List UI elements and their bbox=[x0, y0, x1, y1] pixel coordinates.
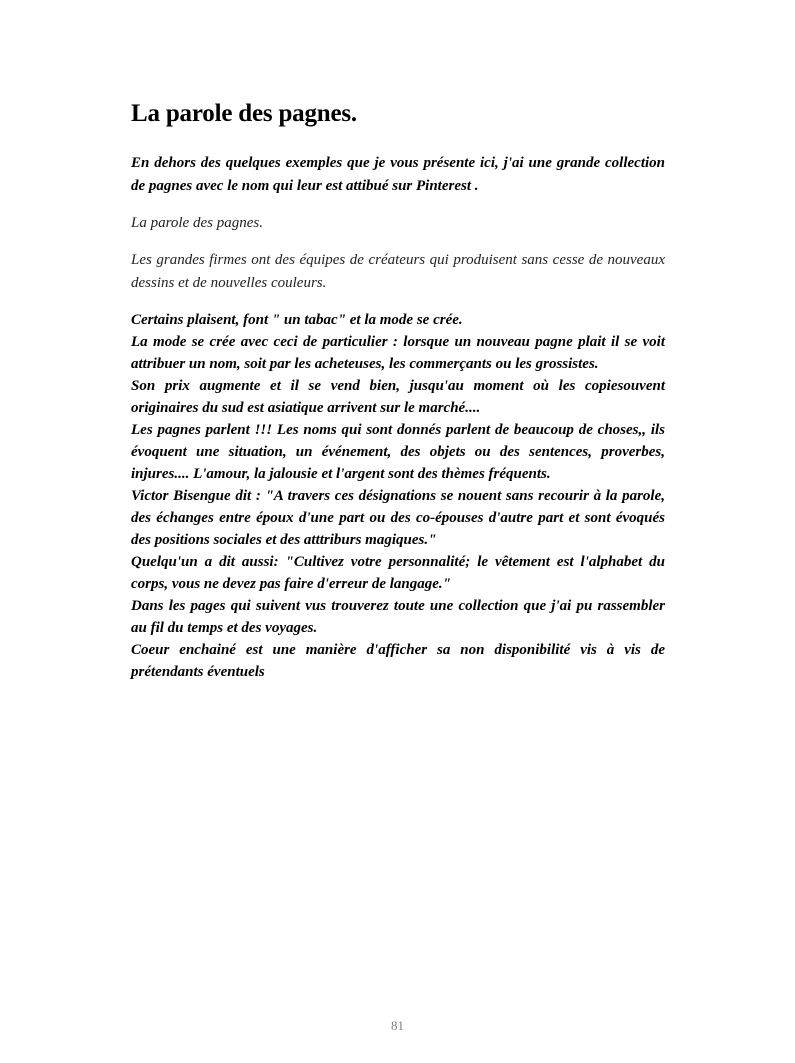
body-paragraph: Les pagnes parlent !!! Les noms qui sont donnés parlent de beaucoup de choses,, ils évoquent une situation, un événement, des objets ou des sentences, proverbes, injures.... L'amour, la jalousie et l'argent sont des thèmes fréquents. bbox=[131, 422, 665, 482]
body-paragraph: Quelqu'un a dit aussi: "Cultivez votre personnalité; le vêtement est l'alphabet du corps, vous ne devez pas faire d'erreur de langage." bbox=[131, 554, 665, 592]
light-paragraph: Les grandes firmes ont des équipes de créateurs qui produisent sans cesse de nouveaux dessins et de nouvelles couleurs. bbox=[131, 252, 665, 291]
page-title: La parole des pagnes. bbox=[131, 100, 357, 127]
section-subtitle: La parole des pagnes. bbox=[131, 215, 263, 231]
document-page bbox=[131, 98, 665, 683]
body-paragraph: Certains plaisent, font " un tabac" et la mode se crée. bbox=[131, 312, 463, 328]
intro-paragraph: En dehors des quelques exemples que je vous présente ici, j'ai une grande collection de pagnes avec le nom qui leur est attibué sur Pinterest . bbox=[131, 155, 665, 194]
body-paragraph: La mode se crée avec ceci de particulier : lorsque un nouveau pagne plait il se voit attribuer un nom, soit par les acheteuses, les commerçants ou les grossistes. bbox=[131, 334, 665, 372]
body-paragraph: Dans les pages qui suivent vus trouverez toute une collection que j'ai pu rassembler au fil du temps et des voyages. bbox=[131, 598, 665, 636]
body-paragraph: Victor Bisengue dit : "A travers ces désignations se nouent sans recourir à la parole, des échanges entre époux d'une part ou des co-épouses d'autre part et sont évoqués des positions sociales et des atttriburs magiques." bbox=[131, 488, 665, 548]
page-number: 81 bbox=[391, 1018, 404, 1033]
body-text bbox=[131, 309, 665, 683]
body-paragraph: Son prix augmente et il se vend bien, jusqu'au moment où les copiesouvent originaires du sud est asiatique arrivent sur le marché.... bbox=[131, 378, 665, 416]
body-paragraph: Coeur enchainé est une manière d'afficher sa non disponibilité vis à vis de prétendants éventuels bbox=[131, 642, 665, 680]
